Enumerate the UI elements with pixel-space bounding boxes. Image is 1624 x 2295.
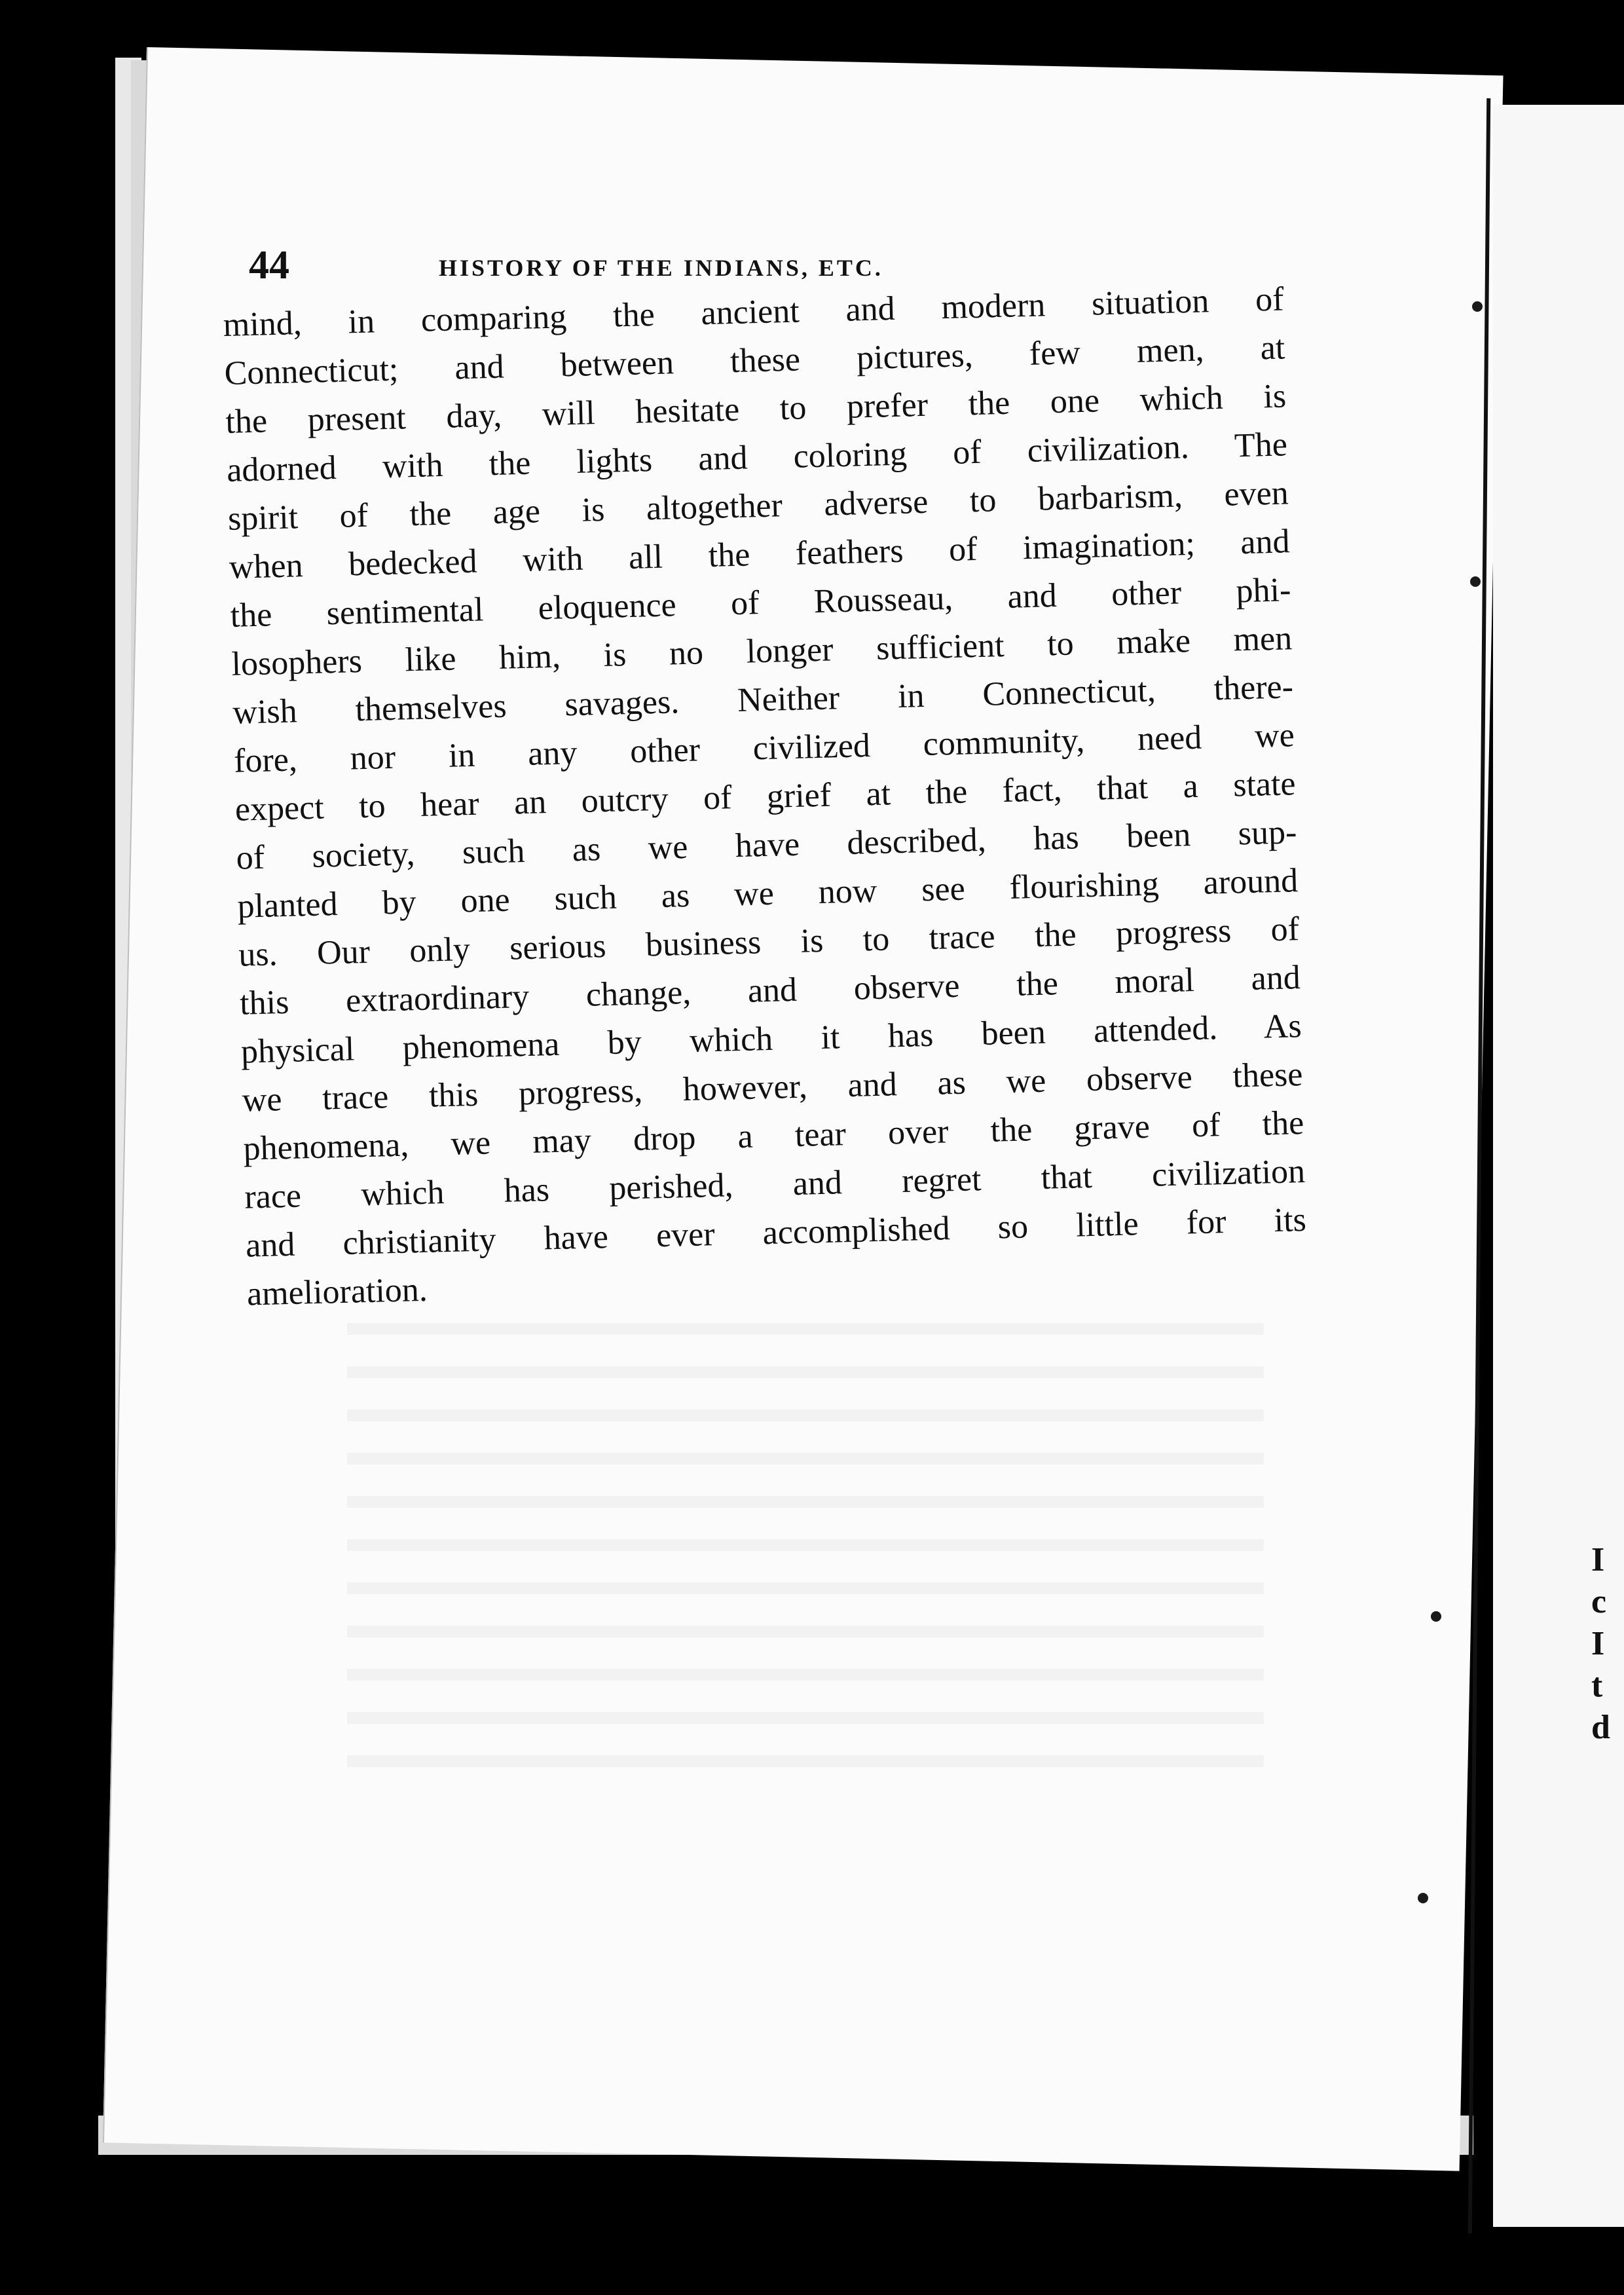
page-number: 44 xyxy=(249,243,289,288)
text-line: phenomena, we may drop a tear over the grave of the xyxy=(242,1104,1304,1168)
text-line: when bedecked with all the feathers of imagination; and xyxy=(229,523,1291,586)
facing-letter: c xyxy=(1591,1583,1607,1620)
text-line: of society, such as we have described, has been sup- xyxy=(236,813,1297,877)
text-line: the present day, will hesitate to prefer the one which is xyxy=(225,377,1287,441)
facing-letter: t xyxy=(1591,1667,1603,1704)
binding-mark xyxy=(1470,576,1481,587)
facing-page-letters xyxy=(1591,1539,1610,1749)
text-line: us. Our only serious business is to trace the progress of xyxy=(238,910,1300,974)
body-text xyxy=(223,275,1308,1318)
text-line: and christianity have ever accomplished so little for its xyxy=(245,1201,1307,1265)
binding-mark xyxy=(1472,301,1483,312)
text-line: wish themselves savages. Neither in Connecticut, there- xyxy=(232,668,1294,732)
text-line: losophers like him, is no longer sufficient to make men xyxy=(231,620,1293,683)
facing-letter: I xyxy=(1591,1625,1605,1662)
text-line: this extraordinary change, and observe the moral and xyxy=(239,959,1301,1022)
text-line: physical phenomena by which it has been attended. As xyxy=(240,1007,1302,1071)
text-line: fore, nor in any other civilized community, need we xyxy=(233,717,1295,780)
text-line: amelioration. xyxy=(246,1271,428,1313)
facing-page xyxy=(1493,105,1624,2227)
facing-letter: I xyxy=(1591,1541,1605,1578)
binding-mark xyxy=(1418,1893,1428,1903)
text-line: spirit of the age is altogether adverse to barbarism, even xyxy=(227,474,1289,538)
text-line: adorned with the lights and coloring of civilization. The xyxy=(226,426,1288,489)
bleed-through-text xyxy=(347,1323,1264,1795)
text-line: expect to hear an outcry of grief at the fact, that a state xyxy=(234,765,1297,829)
text-line: race which has perished, and regret that civilization xyxy=(244,1153,1306,1216)
text-line: planted by one such as we now see flourishing around xyxy=(236,862,1299,925)
text-line: Connecticut; and between these pictures, few men, at xyxy=(224,329,1285,392)
text-line: mind, in comparing the ancient and modern situation of xyxy=(223,280,1285,344)
text-line: the sentimental eloquence of Rousseau, and other phi- xyxy=(230,571,1291,635)
binding-mark xyxy=(1431,1611,1441,1622)
text-line: we trace this progress, however, and as we observe these xyxy=(242,1056,1304,1119)
running-head-title: HISTORY OF THE INDIANS, ETC. xyxy=(439,255,883,281)
facing-letter: d xyxy=(1591,1709,1610,1746)
